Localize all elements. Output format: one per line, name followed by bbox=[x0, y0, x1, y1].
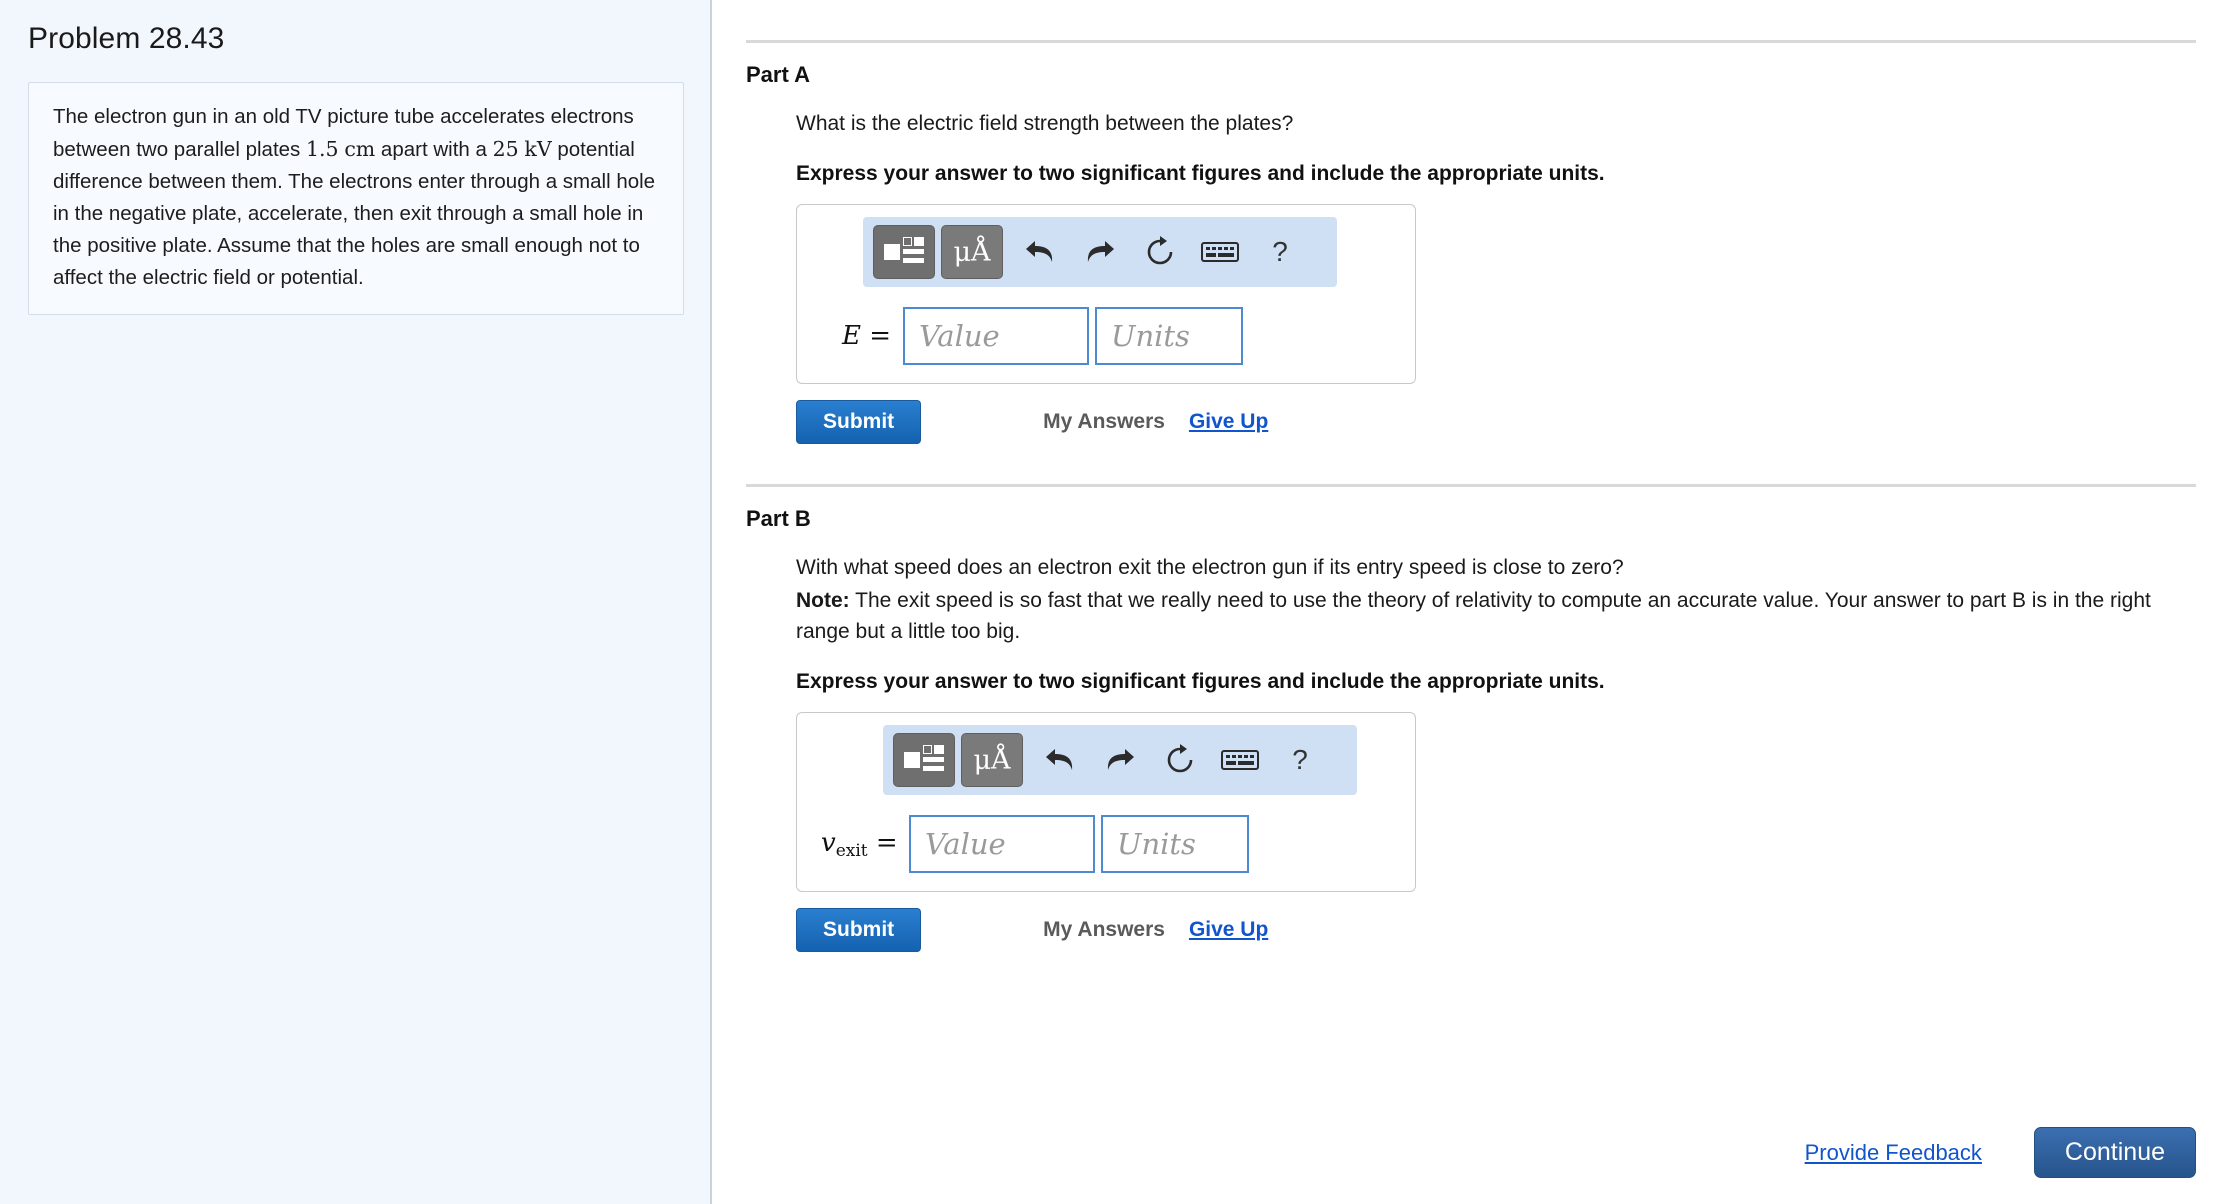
part-a-my-answers-label: My Answers bbox=[1043, 410, 1165, 433]
part-a-equals-sign: = bbox=[869, 321, 891, 351]
problem-value-distance: 1.5 bbox=[306, 137, 339, 161]
help-icon[interactable] bbox=[1273, 733, 1327, 787]
part-b-input-row bbox=[797, 815, 1415, 873]
part-a-submit-button[interactable]: Submit bbox=[796, 400, 921, 444]
problem-text-segment-1: The electron gun in an old TV picture tube accelerates electrons between two parallel plates bbox=[53, 105, 634, 161]
problem-unit-distance: cm bbox=[344, 137, 376, 161]
part-a-units-placeholder: Units bbox=[1111, 319, 1190, 353]
answer-panel bbox=[712, 0, 2226, 1204]
page-title: Problem 28.43 bbox=[28, 22, 225, 55]
part-b-units-input[interactable] bbox=[1101, 815, 1249, 873]
part-a-units-input[interactable] bbox=[1095, 307, 1243, 365]
keyboard-icon[interactable] bbox=[1213, 733, 1267, 787]
part-a-heading: Part A bbox=[746, 62, 810, 87]
part-b-variable-name: v bbox=[821, 827, 836, 858]
part-b-instruction: Express your answer to two significant figures and include the appropriate units. bbox=[796, 670, 1605, 693]
part-a-actions bbox=[796, 400, 2196, 444]
problem-sidebar bbox=[0, 0, 712, 1204]
part-b-variable-label bbox=[821, 828, 909, 861]
math-template-icon[interactable] bbox=[873, 225, 935, 279]
part-b-note-text: The exit speed is so fast that we really need to use the theory of relativity to compute an accurate value. Your answer to part B is in the right range but a little too big. bbox=[796, 589, 2151, 643]
part-b-note-label: Note: bbox=[796, 589, 850, 612]
undo-arrow-icon[interactable] bbox=[1013, 225, 1067, 279]
part-b-toolbar bbox=[883, 725, 1357, 795]
divider-part-a bbox=[746, 40, 2196, 43]
part-a-toolbar bbox=[863, 217, 1337, 287]
help-label: ? bbox=[1292, 744, 1308, 775]
part-b-variable-subscript: exit bbox=[835, 840, 868, 861]
problem-text-segment-3: potential difference between them. The electrons enter through a small hole in the negative plate, accelerate, then exit through a small hole in the positive plate. Assume that the holes are small enough not to affect the electric field or potential. bbox=[53, 138, 656, 289]
part-a-value-placeholder: Value bbox=[919, 319, 1000, 353]
part-b-body bbox=[746, 553, 2196, 952]
help-label: ? bbox=[1272, 236, 1288, 267]
part-a-variable-name: E bbox=[841, 321, 861, 351]
part-b-note bbox=[796, 585, 2196, 647]
part-b-value-input[interactable] bbox=[909, 815, 1095, 873]
part-a-give-up-link[interactable]: Give Up bbox=[1188, 410, 1269, 433]
problem-unit-voltage: kV bbox=[524, 137, 552, 161]
part-a-variable-label bbox=[815, 321, 903, 351]
part-a-instruction: Express your answer to two significant figures and include the appropriate units. bbox=[796, 162, 1605, 185]
part-a-answer-widget bbox=[796, 204, 1416, 384]
part-b-give-up-link[interactable]: Give Up bbox=[1188, 918, 1269, 941]
part-b-question: With what speed does an electron exit the electron gun if its entry speed is close to zero? bbox=[796, 556, 1624, 579]
part-b-heading: Part B bbox=[746, 506, 811, 531]
part-a-body bbox=[746, 109, 2196, 444]
part-b-value-placeholder: Value bbox=[925, 827, 1006, 861]
problem-statement-text bbox=[53, 101, 661, 294]
page-footer bbox=[1805, 1127, 2196, 1178]
keyboard-icon[interactable] bbox=[1193, 225, 1247, 279]
units-button[interactable] bbox=[941, 225, 1003, 279]
continue-button[interactable]: Continue bbox=[2034, 1127, 2196, 1178]
help-icon[interactable] bbox=[1253, 225, 1307, 279]
part-b-equals-sign: = bbox=[875, 827, 898, 858]
part-a-input-row bbox=[797, 307, 1415, 365]
divider-part-b bbox=[746, 484, 2196, 487]
part-a-question: What is the electric field strength between the plates? bbox=[796, 112, 1294, 135]
redo-arrow-icon[interactable] bbox=[1073, 225, 1127, 279]
part-b-submit-button[interactable]: Submit bbox=[796, 908, 921, 952]
provide-feedback-link[interactable]: Provide Feedback bbox=[1804, 1139, 1982, 1165]
units-button-label: μÅ bbox=[973, 744, 1011, 776]
problem-text-segment-2: apart with a bbox=[375, 138, 493, 161]
part-b-my-answers-label: My Answers bbox=[1043, 918, 1165, 941]
units-button[interactable] bbox=[961, 733, 1023, 787]
reset-circular-arrow-icon[interactable] bbox=[1133, 225, 1187, 279]
part-b-units-placeholder: Units bbox=[1117, 827, 1196, 861]
part-b-answer-widget bbox=[796, 712, 1416, 892]
redo-arrow-icon[interactable] bbox=[1093, 733, 1147, 787]
undo-arrow-icon[interactable] bbox=[1033, 733, 1087, 787]
reset-circular-arrow-icon[interactable] bbox=[1153, 733, 1207, 787]
problem-statement-box bbox=[28, 82, 684, 315]
problem-value-voltage: 25 bbox=[492, 137, 519, 161]
part-a-value-input[interactable] bbox=[903, 307, 1089, 365]
math-template-icon[interactable] bbox=[893, 733, 955, 787]
part-b-actions bbox=[796, 908, 2196, 952]
units-button-label: μÅ bbox=[953, 236, 991, 268]
